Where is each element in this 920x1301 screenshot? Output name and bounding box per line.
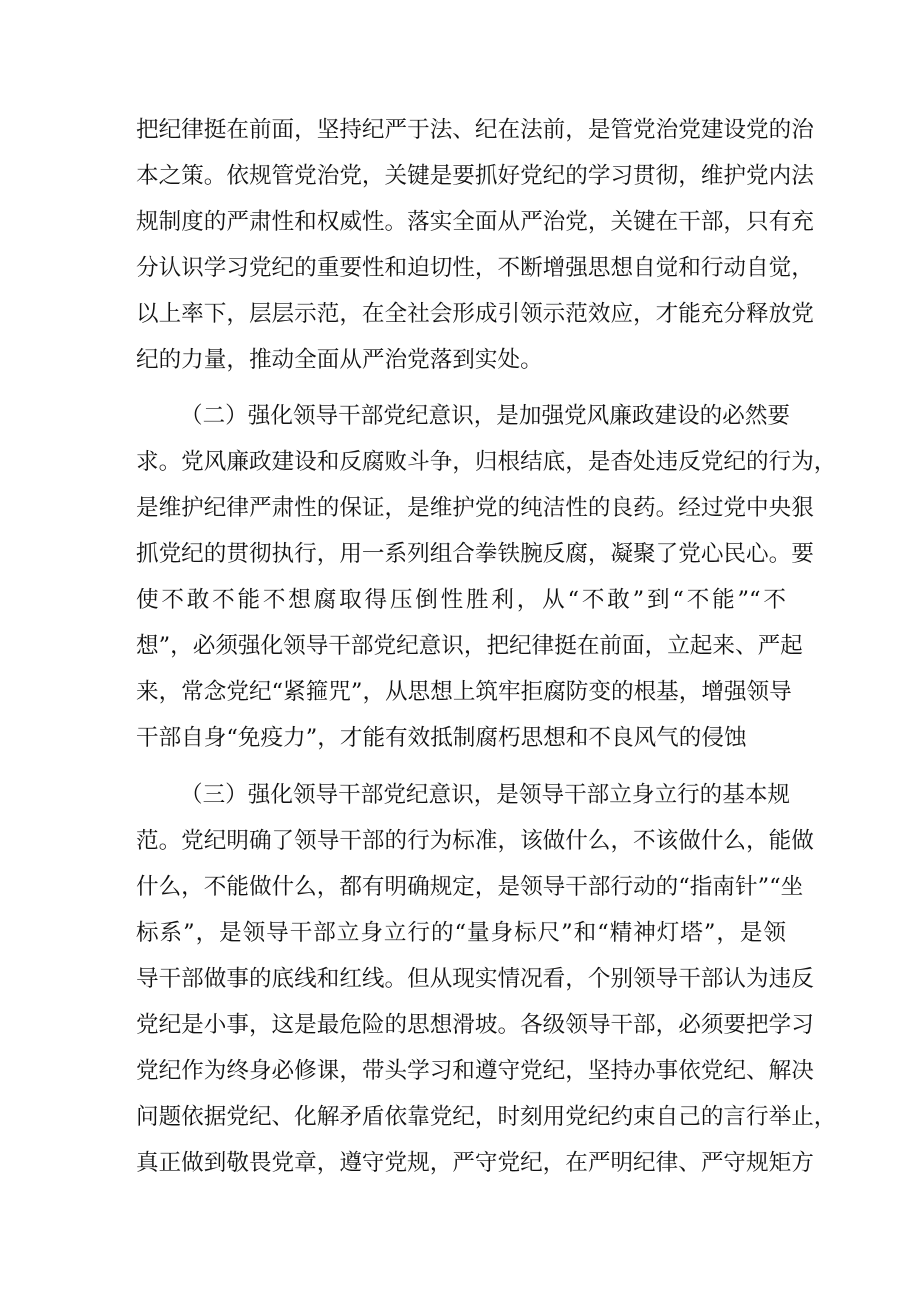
paragraph-1-line-2: 本之策。依规管党治党，关键是要抓好党纪的学习贯彻，维护党内法 xyxy=(136,163,814,189)
paragraph-1-line-3: 规制度的严肃性和权威性。落实全面从严治党，关键在干部，只有充 xyxy=(136,209,814,235)
paragraph-3-line-5: 导干部做事的底线和红线。但从现实情况看，个别领导干部认为违反 xyxy=(136,966,814,992)
paragraph-2-line-3: 是维护纪律严肃性的保证，是维护党的纯洁性的良药。经过党中央狠 xyxy=(136,495,814,521)
paragraph-2-line-1: （二）强化领导干部党纪意识，是加强党风廉政建设的必然要 xyxy=(180,403,791,429)
paragraph-3-line-4: 标系”，是领导干部立身立行的“量身标尺”和“精神灯塔”，是领 xyxy=(136,920,786,946)
paragraph-1-line-5: 以上率下，层层示范，在全社会形成引领示范效应，才能充分释放党 xyxy=(136,301,814,327)
paragraph-2-line-7: 来，常念党纪“紧箍咒”，从思想上筑牢拒腐防变的根基，增强领导 xyxy=(136,679,792,705)
paragraph-2-line-2: 求。党风廉政建设和反腐败斗争，归根结底，是杳处违反党纪的行为， xyxy=(136,449,837,475)
paragraph-3-line-3: 什么，不能做什么，都有明确规定，是领导干部行动的“指南针”“坐 xyxy=(136,874,804,900)
paragraph-3-line-7: 党纪作为终身必修课，带头学习和遵守党纪，坚持办事依党纪、解决 xyxy=(136,1058,814,1084)
paragraph-1-line-6: 纪的力量，推动全面从严治党落到实处。 xyxy=(136,347,543,373)
paragraph-1-line-4: 分认识学习党纪的重要性和迫切性，不断增强思想自觉和行动自觉， xyxy=(136,255,814,281)
paragraph-1-line-1: 把纪律挺在前面，坚持纪严于法、纪在法前，是管党治党建设党的治 xyxy=(136,117,814,143)
paragraph-2-line-6: 想”，必须强化领导干部党纪意识，把纪律挺在前面，立起来、严起 xyxy=(136,633,803,659)
paragraph-2-line-4: 抓党纪的贯彻执行，用一系列组合拳铁腕反腐，凝聚了党心民心。要 xyxy=(136,541,814,567)
paragraph-3-line-9: 真正做到敬畏党章，遵守党规，严守党纪，在严明纪律、严守规矩方 xyxy=(136,1150,814,1176)
paragraph-3-line-6: 党纪是小事，这是最危险的思想滑坡。各级领导干部，必须要把学习 xyxy=(136,1012,814,1038)
paragraph-3-line-1: （三）强化领导干部党纪意识，是领导干部立身立行的基本规 xyxy=(180,782,791,808)
paragraph-2-line-5: 使不敢不能不想腐取得压倒性胜利，从“不敢”到“不能”“不 xyxy=(136,587,786,613)
paragraph-2-line-8: 干部自身“免疫力”，才能有效抵制腐朽思想和不良风气的侵蚀 xyxy=(136,725,747,751)
paragraph-3-line-2: 范。党纪明确了领导干部的行为标准，该做什么，不该做什么，能做 xyxy=(136,828,814,854)
paragraph-3-line-8: 问题依据党纪、化解矛盾依靠党纪，时刻用党纪约束自己的言行举止， xyxy=(136,1104,837,1130)
